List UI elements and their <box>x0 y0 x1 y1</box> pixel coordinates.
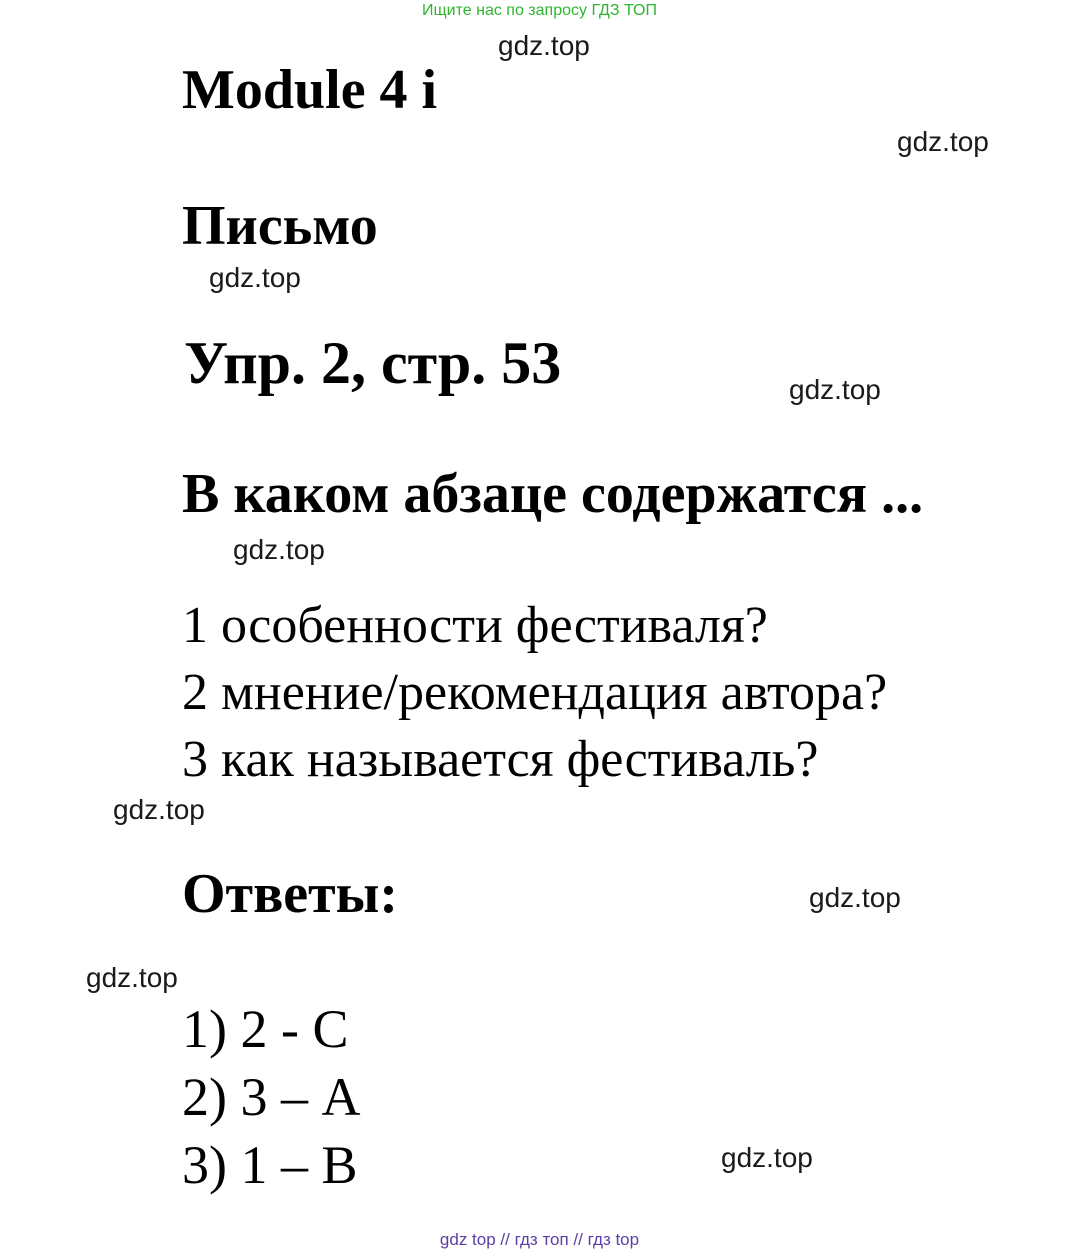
question-item: 2 мнение/рекомендация автора? <box>182 664 888 721</box>
section-title: Письмо <box>182 195 378 257</box>
watermark: gdz.top <box>86 962 178 993</box>
watermark: gdz.top <box>809 882 901 913</box>
top-banner: Ищите нас по запросу ГДЗ ТОП <box>422 2 657 19</box>
module-title: Module 4 i <box>182 59 438 121</box>
watermark: gdz.top <box>209 262 301 293</box>
answers-heading: Ответы: <box>182 863 399 925</box>
question-item: 3 как называется фестиваль? <box>182 731 819 788</box>
bottom-banner: gdz top // гдз топ // гдз top <box>439 1230 640 1249</box>
watermark: gdz.top <box>113 794 205 825</box>
answer-item: 2) 3 – А <box>182 1067 361 1127</box>
watermark: gdz.top <box>789 374 881 405</box>
question-item: 1 особенности фестиваля? <box>182 597 768 654</box>
answer-item: 3) 1 – В <box>182 1135 358 1195</box>
watermark: gdz.top <box>498 30 590 61</box>
answer-item: 1) 2 - С <box>182 999 349 1059</box>
exercise-reference: Упр. 2, стр. 53 <box>184 330 562 396</box>
question-heading: В каком абзаце содержатся ... <box>182 463 924 525</box>
watermark: gdz.top <box>721 1142 813 1173</box>
watermark: gdz.top <box>233 534 325 565</box>
watermark: gdz.top <box>897 126 989 157</box>
